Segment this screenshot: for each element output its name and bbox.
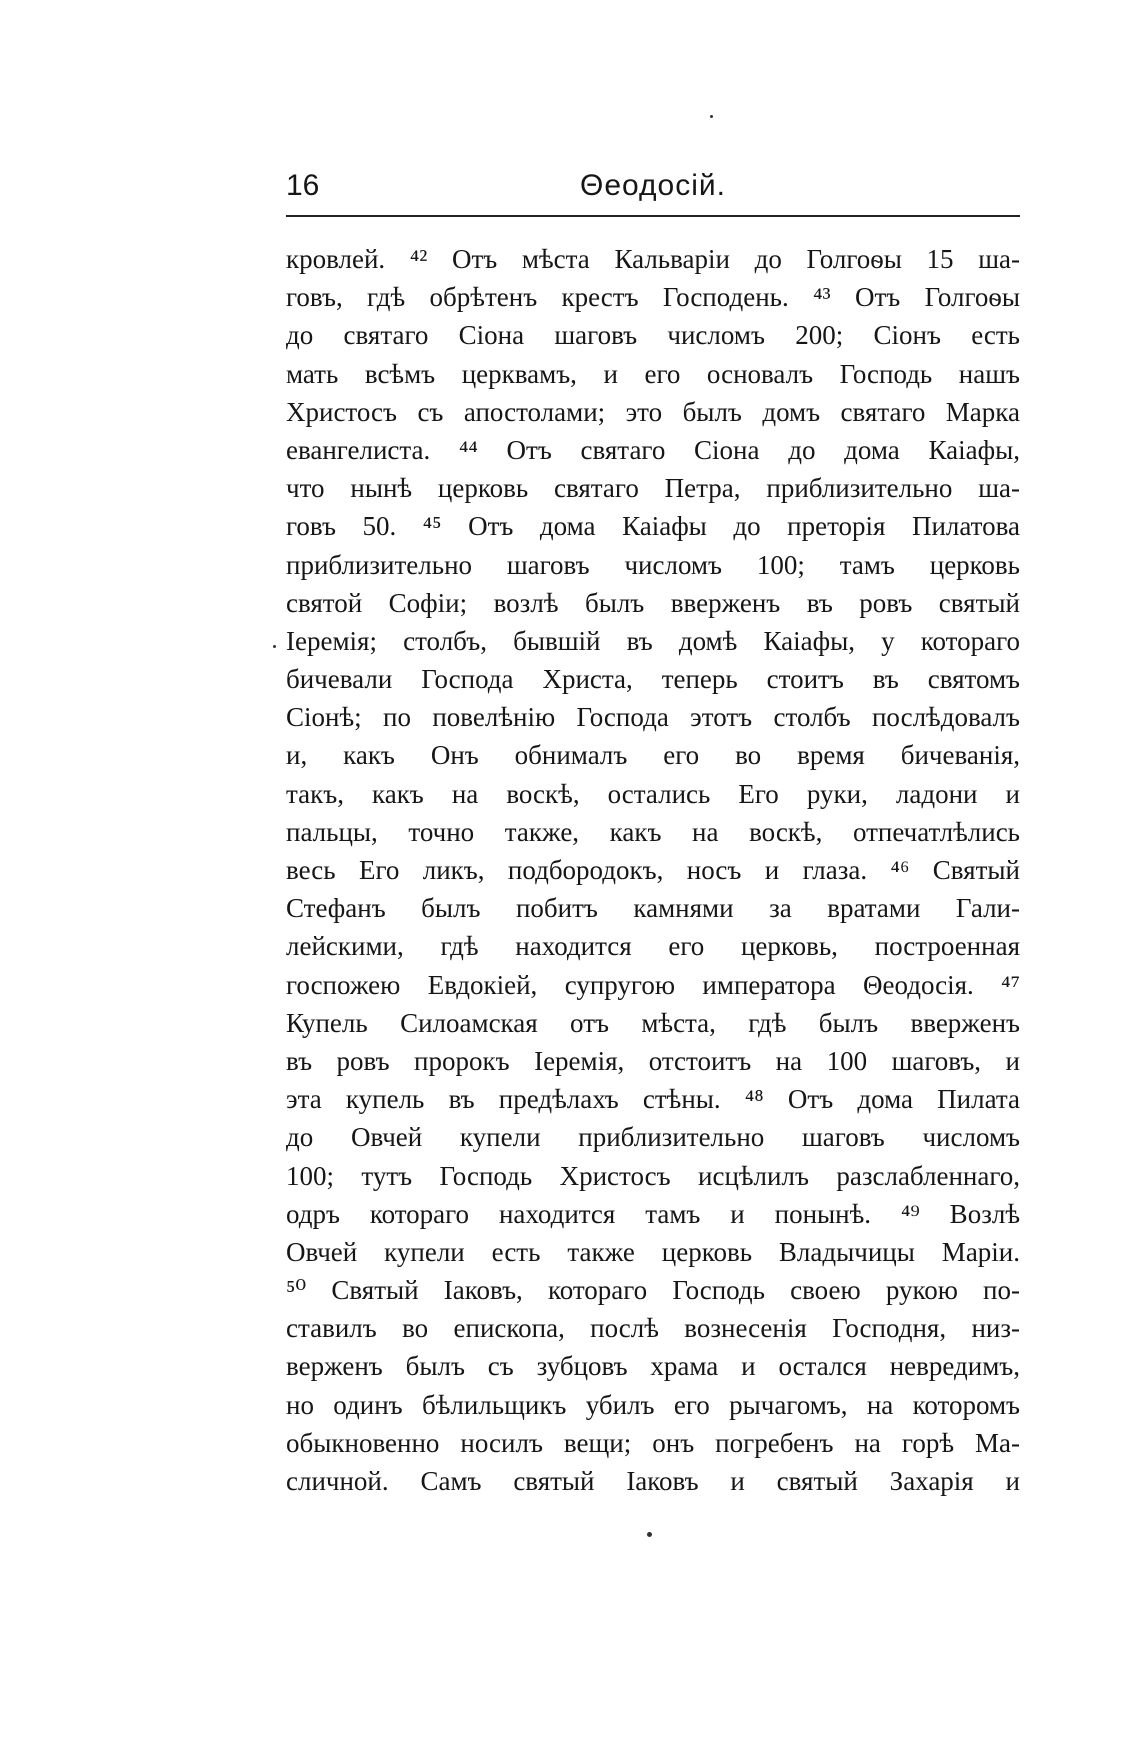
text-line: мать всѣмъ церквамъ, и его основалъ Господь нашъ <box>286 358 1020 389</box>
text-line: святой Софіи; возлѣ былъ вверженъ въ ровъ святый <box>286 587 1020 618</box>
text-line: эта купель въ предѣлахъ стѣны. ⁴⁸ Отъ дома Пилата <box>286 1084 1020 1115</box>
text-line: но одинъ бѣлильщикъ убилъ его рычагомъ, на которомъ <box>286 1389 1020 1420</box>
text-line: говъ 50. ⁴⁵ Отъ дома Каіафы до преторія Пилатова <box>286 511 1020 542</box>
body-text <box>286 240 1020 1500</box>
text-line: говъ, гдѣ обрѣтенъ крестъ Господень. ⁴³ Отъ Голгоѳы <box>286 282 1020 313</box>
text-line: что нынѣ церковь святаго Петра, приблизительно ша- <box>286 473 1020 504</box>
text-line: кровлей. ⁴² Отъ мѣста Кальваріи до Голгоѳы 15 ша- <box>286 244 1020 274</box>
text-line: и, какъ Онъ обнималъ его во время бичеванія, <box>286 740 1020 771</box>
text-line: Іеремія; столбъ, бывшій въ домѣ Каіафы, у котораго <box>286 625 1020 656</box>
text-line: сличной. Самъ святый Іаковъ и святый Захарія и <box>286 1466 1020 1496</box>
text-line: обыкновенно носилъ вещи; онъ погребенъ на горѣ Ма- <box>286 1427 1020 1458</box>
text-line: въ ровъ пророкъ Іеремія, отстоитъ на 100 шаговъ, и <box>286 1045 1020 1076</box>
text-line: пальцы, точно также, какъ на воскѣ, отпечатлѣлись <box>286 816 1020 847</box>
print-speck <box>710 115 713 118</box>
print-speck <box>647 1532 652 1537</box>
running-title: Θеодосій. <box>580 169 726 202</box>
print-speck <box>273 645 276 648</box>
text-line: такъ, какъ на воскѣ, остались Его руки, ладони и <box>286 778 1020 809</box>
text-line: лейскими, гдѣ находится его церковь, построенная <box>286 931 1020 962</box>
text-line: бичевали Господа Христа, теперь стоитъ въ святомъ <box>286 664 1020 695</box>
text-line: одръ котораго находится тамъ и понынѣ. ⁴⁹ Возлѣ <box>286 1198 1020 1229</box>
text-line: ставилъ во епископа, послѣ вознесенія Господня, низ- <box>286 1313 1020 1344</box>
page-number: 16 <box>286 169 320 202</box>
text-line: евангелиста. ⁴⁴ Отъ святаго Сіона до дома Каіафы, <box>286 434 1020 465</box>
text-line: ⁵⁰ Святый Іаковъ, котораго Господь своею рукою по- <box>286 1275 1020 1306</box>
text-line: верженъ былъ съ зубцовъ храма и остался невредимъ, <box>286 1351 1020 1382</box>
text-line: Стефанъ былъ побитъ камнями за вратами Гали- <box>286 893 1020 924</box>
header-rule <box>286 215 1020 217</box>
text-line: госпожею Евдокіей, супругою императора Θеодосія. ⁴⁷ <box>286 969 1020 1000</box>
page-header <box>286 168 1020 218</box>
text-line: до Овчей купели приблизительно шаговъ числомъ <box>286 1122 1020 1153</box>
text-line: Христосъ съ апостолами; это былъ домъ святаго Марка <box>286 396 1020 427</box>
text-line: 100; тутъ Господь Христосъ исцѣлилъ разслабленнаго, <box>286 1160 1020 1191</box>
text-line: Овчей купели есть также церковь Владычицы Маріи. <box>286 1236 1020 1267</box>
text-line: приблизительно шаговъ числомъ 100; тамъ церковь <box>286 549 1020 580</box>
text-line: весь Его ликъ, подбородокъ, носъ и глаза. ⁴⁶ Святый <box>286 855 1020 885</box>
text-line: Сіонѣ; по повелѣнію Господа этотъ столбъ послѣдовалъ <box>286 702 1020 733</box>
text-line: до святаго Сіона шаговъ числомъ 200; Сіонъ есть <box>286 320 1020 351</box>
text-line: Купель Силоамская отъ мѣста, гдѣ былъ вверженъ <box>286 1007 1020 1038</box>
